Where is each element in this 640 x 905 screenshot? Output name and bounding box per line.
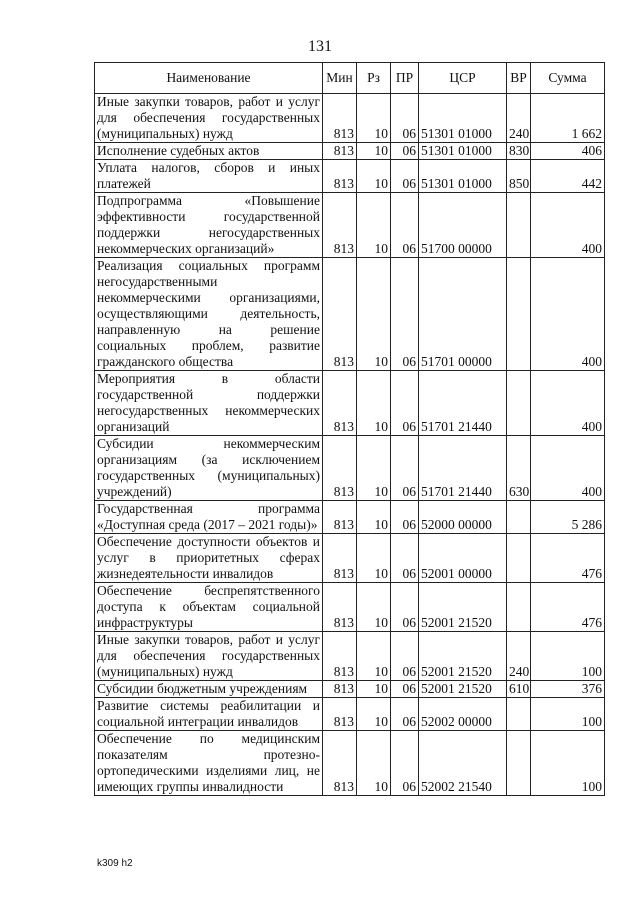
cell-pr: 06: [391, 193, 419, 258]
cell-pr: 06: [391, 160, 419, 193]
cell-csr: 52001 21520: [419, 632, 507, 681]
header-pr: ПР: [391, 63, 419, 94]
cell-sum: 100: [531, 632, 605, 681]
table-row: [95, 583, 605, 632]
header-sum: Сумма: [531, 63, 605, 94]
cell-min: 813: [323, 632, 357, 681]
table-row: [95, 436, 605, 501]
cell-name: Обеспечение доступности объектов и услуг в приоритетных сферах жизнедеятельности инвалидов: [95, 534, 323, 583]
cell-rz: 10: [357, 193, 391, 258]
cell-csr: 51701 21440: [419, 436, 507, 501]
cell-sum: 442: [531, 160, 605, 193]
footer-code: k309 h2: [97, 858, 133, 869]
cell-rz: 10: [357, 583, 391, 632]
cell-min: 813: [323, 681, 357, 698]
cell-rz: 10: [357, 501, 391, 534]
cell-min: 813: [323, 698, 357, 731]
cell-min: 813: [323, 258, 357, 371]
cell-name: Субсидии бюджетным учреждениям: [95, 681, 323, 698]
cell-sum: 400: [531, 436, 605, 501]
cell-vr: [507, 731, 531, 796]
cell-sum: 400: [531, 193, 605, 258]
cell-csr: 52001 21520: [419, 681, 507, 698]
table-row: [95, 632, 605, 681]
cell-rz: 10: [357, 632, 391, 681]
table-header-row: [95, 63, 605, 94]
cell-name: Реализация социальных программ негосударственными некоммерческими организациями, осуществляющими деятельность, направленную на решение социальных проблем, развитие гражданского общества: [95, 258, 323, 371]
cell-min: 813: [323, 143, 357, 160]
cell-name: Мероприятия в области государственной поддержки негосударственных некоммерческих организаций: [95, 371, 323, 436]
table-row: [95, 160, 605, 193]
cell-rz: 10: [357, 681, 391, 698]
cell-pr: 06: [391, 143, 419, 160]
cell-sum: 376: [531, 681, 605, 698]
table-row: [95, 731, 605, 796]
cell-csr: 52002 21540: [419, 731, 507, 796]
cell-csr: 52001 21520: [419, 583, 507, 632]
cell-min: 813: [323, 160, 357, 193]
cell-min: 813: [323, 534, 357, 583]
table-row: [95, 94, 605, 143]
table-row: [95, 681, 605, 698]
cell-vr: [507, 193, 531, 258]
table-row: [95, 193, 605, 258]
cell-vr: [507, 534, 531, 583]
cell-name: Уплата налогов, сборов и иных платежей: [95, 160, 323, 193]
cell-pr: 06: [391, 258, 419, 371]
cell-min: 813: [323, 583, 357, 632]
header-min: Мин: [323, 63, 357, 94]
cell-vr: 610: [507, 681, 531, 698]
cell-vr: 830: [507, 143, 531, 160]
cell-csr: 51701 21440: [419, 371, 507, 436]
table-row: [95, 371, 605, 436]
cell-min: 813: [323, 94, 357, 143]
cell-min: 813: [323, 436, 357, 501]
budget-table: [94, 62, 605, 796]
table-row: [95, 501, 605, 534]
cell-rz: 10: [357, 534, 391, 583]
cell-sum: 476: [531, 583, 605, 632]
cell-sum: 406: [531, 143, 605, 160]
cell-csr: 52000 00000: [419, 501, 507, 534]
cell-vr: 850: [507, 160, 531, 193]
cell-pr: 06: [391, 632, 419, 681]
cell-pr: 06: [391, 698, 419, 731]
cell-name: Обеспечение по медицинским показателям протезно-ортопедическими изделиями лиц, не имеющих группы инвалидности: [95, 731, 323, 796]
cell-sum: 100: [531, 731, 605, 796]
cell-sum: 476: [531, 534, 605, 583]
cell-min: 813: [323, 371, 357, 436]
table-row: [95, 258, 605, 371]
header-name: Наименование: [95, 63, 323, 94]
cell-pr: 06: [391, 583, 419, 632]
cell-vr: [507, 371, 531, 436]
header-csr: ЦСР: [419, 63, 507, 94]
table-row: [95, 534, 605, 583]
cell-pr: 06: [391, 534, 419, 583]
cell-rz: 10: [357, 94, 391, 143]
cell-vr: [507, 258, 531, 371]
cell-vr: 240: [507, 632, 531, 681]
cell-name: Иные закупки товаров, работ и услуг для обеспечения государственных (муниципальных) нужд: [95, 632, 323, 681]
cell-rz: 10: [357, 731, 391, 796]
cell-vr: [507, 583, 531, 632]
table-row: [95, 143, 605, 160]
cell-name: Государственная программа «Доступная среда (2017 – 2021 годы)»: [95, 501, 323, 534]
cell-vr: 240: [507, 94, 531, 143]
cell-pr: 06: [391, 681, 419, 698]
cell-rz: 10: [357, 258, 391, 371]
header-rz: Рз: [357, 63, 391, 94]
cell-rz: 10: [357, 160, 391, 193]
cell-pr: 06: [391, 436, 419, 501]
cell-name: Иные закупки товаров, работ и услуг для обеспечения государственных (муниципальных) нужд: [95, 94, 323, 143]
cell-csr: 51301 01000: [419, 160, 507, 193]
cell-sum: 400: [531, 258, 605, 371]
table-row: [95, 698, 605, 731]
cell-pr: 06: [391, 731, 419, 796]
cell-csr: 52001 00000: [419, 534, 507, 583]
cell-csr: 51301 01000: [419, 143, 507, 160]
cell-sum: 1 662: [531, 94, 605, 143]
cell-name: Подпрограмма «Повышение эффективности государственной поддержки негосударственных некоммерческих организаций»: [95, 193, 323, 258]
cell-name: Обеспечение беспрепятственного доступа к объектам социальной инфраструктуры: [95, 583, 323, 632]
cell-min: 813: [323, 501, 357, 534]
cell-pr: 06: [391, 371, 419, 436]
header-vr: ВР: [507, 63, 531, 94]
table-body: [95, 94, 605, 796]
cell-rz: 10: [357, 371, 391, 436]
cell-vr: [507, 698, 531, 731]
cell-sum: 100: [531, 698, 605, 731]
cell-csr: 51701 00000: [419, 258, 507, 371]
cell-name: Исполнение судебных актов: [95, 143, 323, 160]
cell-sum: 400: [531, 371, 605, 436]
page-number: 131: [308, 38, 332, 55]
cell-csr: 51301 01000: [419, 94, 507, 143]
cell-pr: 06: [391, 501, 419, 534]
cell-csr: 51700 00000: [419, 193, 507, 258]
cell-sum: 5 286: [531, 501, 605, 534]
cell-name: Развитие системы реабилитации и социальной интеграции инвалидов: [95, 698, 323, 731]
cell-pr: 06: [391, 94, 419, 143]
cell-rz: 10: [357, 436, 391, 501]
cell-name: Субсидии некоммерческим организациям (за исключением государственных (муниципальных) учреждений): [95, 436, 323, 501]
cell-min: 813: [323, 193, 357, 258]
cell-csr: 52002 00000: [419, 698, 507, 731]
cell-min: 813: [323, 731, 357, 796]
cell-vr: 630: [507, 436, 531, 501]
cell-rz: 10: [357, 143, 391, 160]
cell-rz: 10: [357, 698, 391, 731]
cell-vr: [507, 501, 531, 534]
